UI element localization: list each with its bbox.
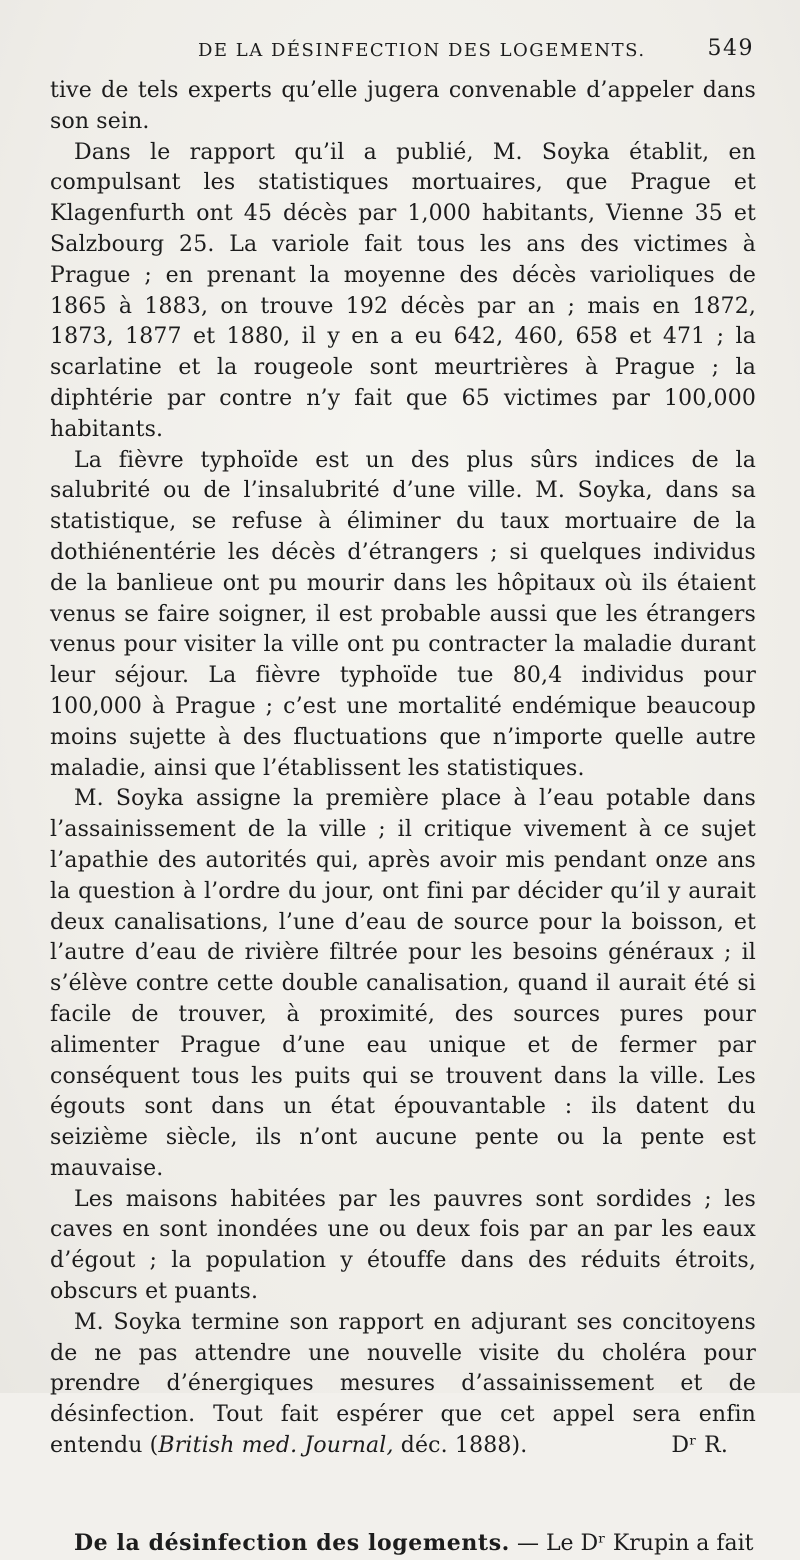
body-text <box>50 76 756 1462</box>
page-number: 549 <box>707 36 754 61</box>
paragraph-soyka-report: Dans le rapport qu’il a publié, M. Soyka établit, en compulsant les statistiques mortuaires, que Prague et Klagenfurth ont 45 décès par 1,000 habitants, Vienne 35 et Salzbourg 25. La variole fait tous les ans des victimes à Prague ; en prenant la moyenne des décès varioliques de 1865 à 1883, on trouve 192 décès par an ; mais en 1872, 1873, 1877 et 1880, il y en a eu 642, 460, 658 et 471 ; la scarlatine et la rougeole sont meurtrières à Prague ; la diphtérie par contre n’y fait que 65 victimes par 100,000 habitants. <box>50 139 756 442</box>
paragraph-drinking-water: M. Soyka assigne la première place à l’eau potable dans l’assainissement de la ville ; il critique vivement à ce sujet l’apathie des autorités qui, après avoir mis pendant onze ans la question à l’ordre du jour, ont fini par décider qu’il y aurait deux canalisations, l’une d’eau de source pour la boisson, et l’autre d’eau de rivière filtrée pour les besoins généraux ; il s’élève contre cette double canalisation, quand il aurait été si facile de trouver, à proximité, des sources pures pour alimenter Prague d’une eau unique et de fermer par conséquent tous les puits qui se trouvent dans la ville. Les égouts sont dans un état épouvantable : ils datent du seizième siècle, ils n’ont aucune pente ou la pente est mauvaise. <box>50 786 756 1181</box>
paragraph-typhoid: La fièvre typhoïde est un des plus sûrs indices de la salubrité ou de l’insalubrité d’une ville. M. Soyka, dans sa statistique, se refuse à éliminer du taux mortuaire de la dothiénentérie les décès d’étrangers ; si quelques individus de la banlieue ont pu mourir dans les hôpitaux où ils étaient venus se faire soigner, il est probable aussi que les étrangers venus pour visiter la ville ont pu contracter la maladie durant leur séjour. La fièvre typhoïde tue 80,4 individus pour 100,000 à Prague ; c’est une mortalité endémique beaucoup moins sujette à des fluctuations que n’importe quelle autre maladie, ainsi que l’établissent les statistiques. <box>50 447 756 781</box>
running-title: DE LA DÉSINFECTION DES LOGEMENTS. <box>198 40 646 61</box>
next-section-start <box>50 1528 756 1560</box>
section-opening-text: — Le Dʳ Krupin a fait <box>509 1530 754 1556</box>
citation-journal: British med. Journal, <box>158 1433 394 1459</box>
paragraph-housing: Les maisons habitées par les pauvres sont sordides ; les caves en sont inondées une ou deux fois par an par les eaux d’égout ; la population y étouffe dans des réduits étroits, obscurs et puants. <box>50 1186 756 1305</box>
running-header <box>50 32 756 72</box>
citation-date: déc. 1888). <box>393 1433 528 1459</box>
section-heading: De la désinfection des logements. <box>74 1529 510 1556</box>
author-signature: Dʳ R. <box>671 1433 728 1459</box>
paragraph-conclusion <box>50 1308 756 1462</box>
conclusion-text: M. Soyka termine son rapport en adjurant ses concitoyens de ne pas attendre une nouvelle visite du choléra pour prendre d’énergiques mesures d’assainissement et de désinfection. Tout fait espérer que cet appel sera enfin entendu ( <box>50 1309 756 1459</box>
paragraph-continuation: tive de tels experts qu’elle jugera convenable d’appeler dans son sein. <box>50 78 756 134</box>
section-gap <box>50 1462 756 1506</box>
